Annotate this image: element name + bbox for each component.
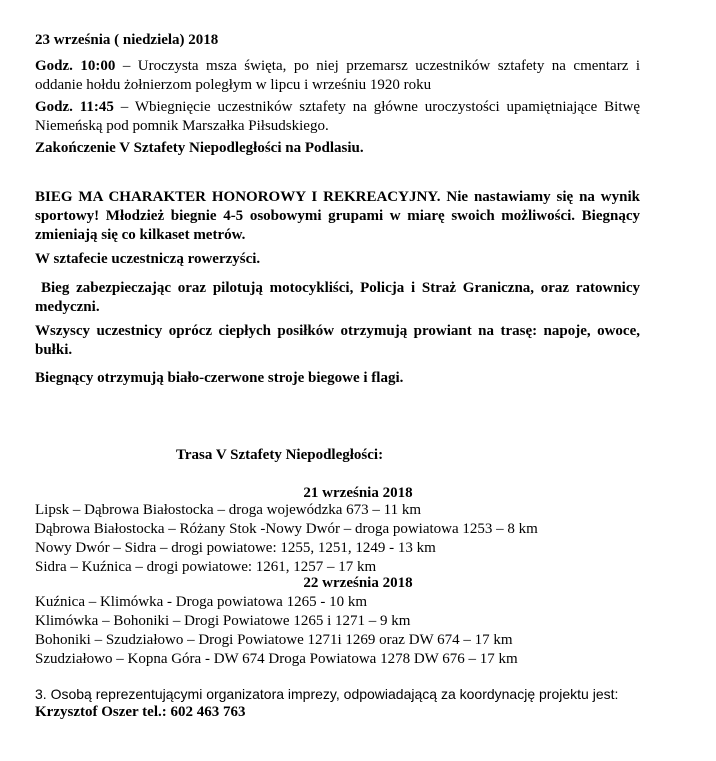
date-heading: 23 września ( niedziela) 2018 (35, 32, 219, 48)
route-leg: Nowy Dwór – Sidra – drogi powiatowe: 1255, 1251, 1249 - 13 km (35, 540, 436, 556)
contact-line: 3. Osobą reprezentującymi organizatora imprezy, odpowiadającą za koordynację projektu jest: (35, 686, 619, 702)
info-paragraph-escort: Bieg zabezpieczając oraz pilotują motocykliści, Policja i Straż Graniczna, oraz ratownicy medyczni. (35, 280, 640, 315)
route-day1-date: 21 września 2018 (303, 485, 413, 501)
schedule-time: Godz. 10:00 (35, 58, 116, 74)
route-day2-legs (35, 593, 655, 669)
info-paragraph-outfits: Biegnący otrzymują biało-czerwone stroje biegowe i flagi. (35, 370, 404, 386)
schedule-time: Godz. 11:45 (35, 99, 114, 115)
route-day1-legs (35, 501, 655, 577)
info-paragraph-meals: Wszyscy uczestnicy oprócz ciepłych posiłków otrzymują prowiant na trasę: napoje, owoce, bułki. (35, 323, 640, 358)
schedule-text: – Uroczysta msza święta, po niej przemarsz uczestników sztafety na cmentarz i oddanie hołdu żołnierzom poległym w lipcu i wrześniu 1920 roku (35, 58, 640, 93)
schedule-item-1 (35, 57, 640, 95)
route-leg: Dąbrowa Białostocka – Różany Stok -Nowy Dwór – droga powiatowa 1253 – 8 km (35, 521, 538, 537)
schedule-text: – Wbiegnięcie uczestników sztafety na główne uroczystości upamiętniające Bitwę Niemeńską pod pomnik Marszałka Piłsudskiego. (35, 99, 640, 134)
route-day2-date: 22 września 2018 (303, 575, 413, 591)
route-leg: Klimówka – Bohoniki – Drogi Powiatowe 1265 i 1271 – 9 km (35, 613, 411, 629)
route-leg: Lipsk – Dąbrowa Białostocka – droga wojewódzka 673 – 11 km (35, 502, 422, 518)
info-paragraph-cyclists: W sztafecie uczestniczą rowerzyści. (35, 251, 261, 267)
route-leg: Kuźnica – Klimówka - Droga powiatowa 1265 - 10 km (35, 594, 368, 610)
route-leg: Szudziałowo – Kopna Góra - DW 674 Droga Powiatowa 1278 DW 676 – 17 km (35, 651, 518, 667)
closing-line: Zakończenie V Sztafety Niepodległości na Podlasiu. (35, 140, 364, 156)
route-leg: Bohoniki – Szudziałowo – Drogi Powiatowe 1271i 1269 oraz DW 674 – 17 km (35, 632, 513, 648)
info-paragraph-honorary: BIEG MA CHARAKTER HONOROWY I REKREACYJNY. Nie nastawiamy się na wynik sportowy! Młodzież biegnie 4-5 osobowymi grupami w miarę swoich możliwości. Biegnący zmieniają się co kilkaset metrów. (35, 189, 640, 243)
contact-person: Krzysztof Oszer tel.: 602 463 763 (35, 704, 246, 720)
route-leg: Sidra – Kuźnica – drogi powiatowe: 1261, 1257 – 17 km (35, 559, 377, 575)
schedule-item-2 (35, 98, 640, 136)
route-title: Trasa V Sztafety Niepodległości: (176, 447, 384, 463)
